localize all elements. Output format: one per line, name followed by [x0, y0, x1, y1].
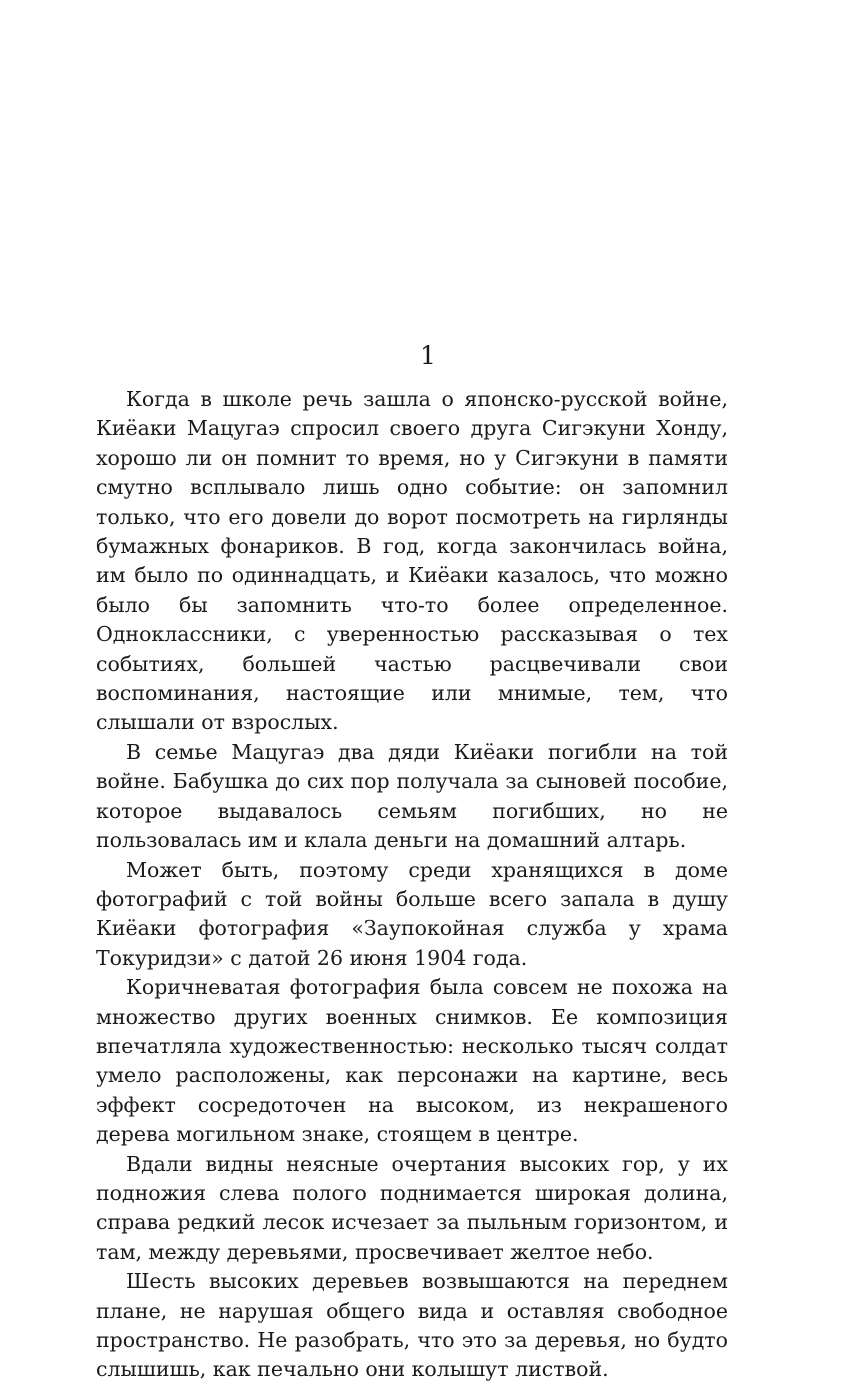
paragraph-3: Может быть, поэтому среди хранящихся в доме фотографий с той войны больше всего запала в душу Киёаки фотография «Заупокойная служба у храма Токуридзи» с датой 26 июня 1904 года. — [96, 857, 728, 970]
paragraph-4: Коричневатая фотография была совсем не похожа на множество других военных снимков. Ее композиция впечатляла художественностью: несколько тысяч солдат умело расположены, как персонажи на картине, весь эффект сосредоточен на высоком, из некрашеного дерева могильном знаке, стоящем в центре. — [96, 975, 728, 1147]
paragraph-1: Когда в школе речь зашла о японско-русской войне, Киёаки Мацугаэ спросил своего друга Сигэкуни Хонду, хорошо ли он помнит то время, но у Сигэкуни в памяти смутно всплывало лишь одно событие: он запомнил только, что его довели до ворот посмотреть на гирлянды бумажных фонариков. В год, когда закончилась война, им было по одиннадцать, и Киёаки казалось, что можно было бы запомнить что-то более определенное. Одноклассники, с уверенностью рассказывая о тех событиях, большей частью расцвечивали свои воспоминания, настоящие или мнимые, тем, что слышали от взрослых. — [96, 387, 728, 735]
chapter-number: 1 — [420, 341, 436, 370]
paragraph-5: Вдали видны неясные очертания высоких гор, у их подножия слева полого поднимается широкая долина, справа редкий лесок исчезает за пыльным горизонтом, и там, между деревьями, просвечивает желтое небо. — [96, 1151, 728, 1264]
paragraph-2: В семье Мацугаэ два дяди Киёаки погибли на той войне. Бабушка до сих пор получала за сыновей пособие, которое выдавалось семьям погибших, но не пользовалась им и клала деньги на домашний алтарь. — [96, 739, 728, 853]
paragraph-6: Шесть высоких деревьев возвышаются на переднем плане, не нарушая общего вида и оставляя свободное пространство. Не разобрать, что это за деревья, но будто слышишь, как печально они колышут листвой. — [96, 1269, 728, 1382]
chapter-text — [96, 385, 728, 1385]
